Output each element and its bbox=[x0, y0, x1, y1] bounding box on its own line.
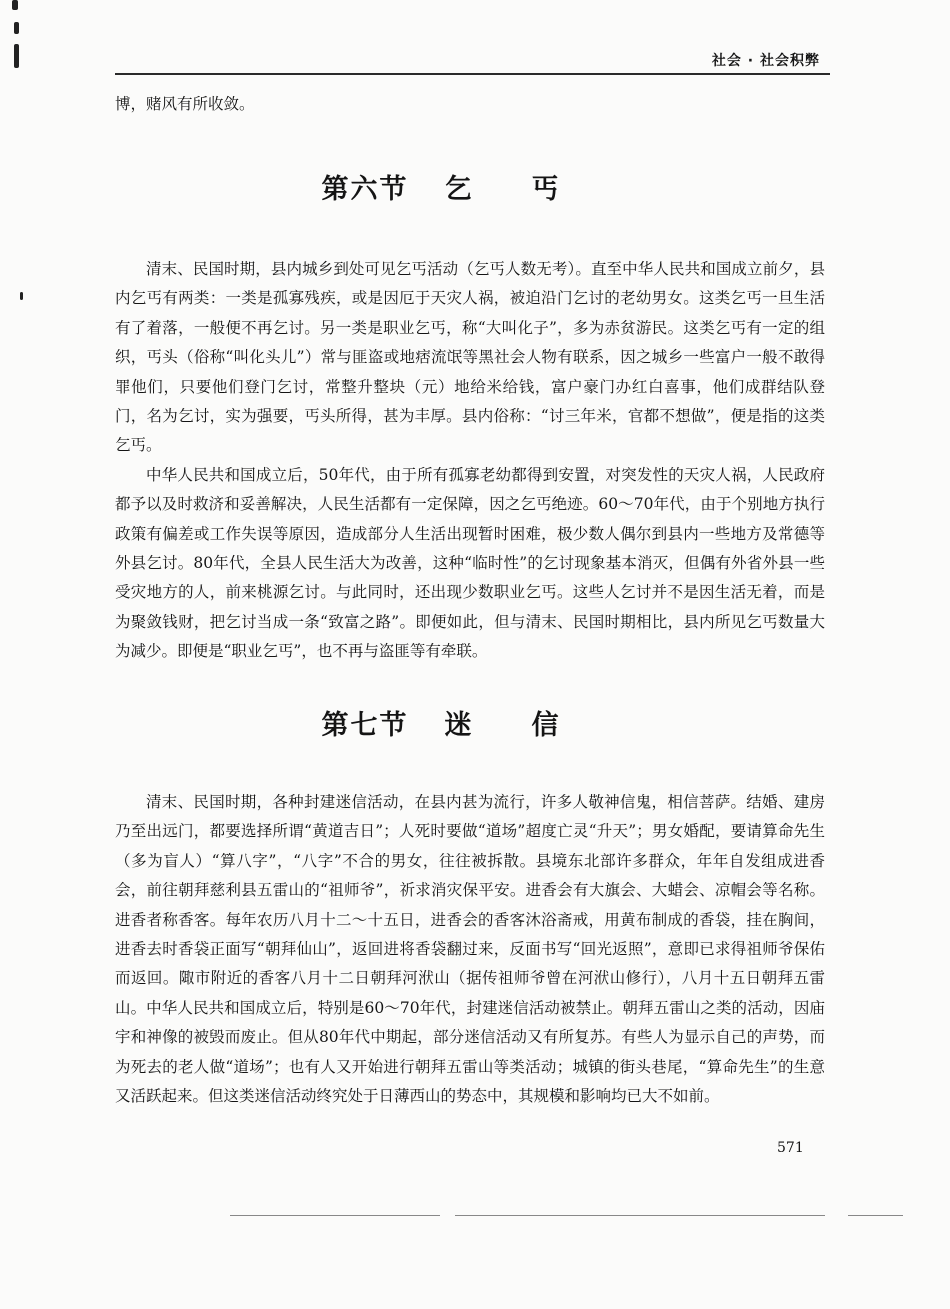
carryover-paragraph: 博，赌风有所收敛。 bbox=[115, 95, 255, 113]
section-6-name: 乞丐 bbox=[444, 174, 619, 205]
section-6-paragraph: 中华人民共和国成立后，50年代，由于所有孤寡老幼都得到安置，对突发性的天灾人祸，人民政府都予以及时救济和妥善解决，人民生活都有一定保障，因之乞丐绝迹。60～70年代，由于个别地方执行政策有偏差或工作失误等原因，造成部分人生活出现暂时困难，极少数人偶尔到县内一些地方及常德等外县乞讨。80年代，全县人民生活大为改善，这种“临时性”的乞讨现象基本消灭，但偶有外省外县一些受灾地方的人，前来桃源乞讨。与此同时，还出现少数职业乞丐。这些人乞讨并不是因生活无着，而是为聚敛钱财，把乞讨当成一条“致富之路”。即便如此，但与清末、民国时期相比，县内所见乞丐数量大为减少。即便是“职业乞丐”，也不再与盗匪等有牵联。 bbox=[115, 465, 825, 661]
footer-rule bbox=[230, 1215, 440, 1216]
section-7-title bbox=[115, 703, 825, 742]
section-7-label: 第七节 bbox=[321, 710, 409, 741]
section-7-name: 迷信 bbox=[444, 710, 619, 741]
carryover-text bbox=[115, 90, 825, 119]
footer-rule bbox=[455, 1215, 825, 1216]
section-6-paragraph: 清末、民国时期，县内城乡到处可见乞丐活动（乞丐人数无考）。直至中华人民共和国成立前夕，县内乞丐有两类：一类是孤寡残疾，或是因厄于天灾人祸，被迫沿门乞讨的老幼男女。这类乞丐一旦生活有了着落，一般便不再乞讨。另一类是职业乞丐，称“大叫化子”，多为赤贫游民。这类乞丐有一定的组织，丐头（俗称“叫化头儿”）常与匪盗或地痞流氓等黑社会人物有联系，因之城乡一些富户一般不敢得罪他们，只要他们登门乞讨，常整升整块（元）地给米给钱，富户豪门办红白喜事，他们成群结队登门，名为乞讨，实为强要，丐头所得，甚为丰厚。县内俗称：“讨三年米，官都不想做”，便是指的这类乞丐。 bbox=[115, 260, 825, 455]
binding-mark bbox=[20, 292, 23, 300]
binding-mark bbox=[14, 22, 19, 34]
section-7-paragraph: 清末、民国时期，各种封建迷信活动，在县内甚为流行，许多人敬神信鬼，相信菩萨。结婚、建房乃至出远门，都要选择所谓“黄道吉日”；人死时要做“道场”超度亡灵“升天”；男女婚配，要请算命先生（多为盲人）“算八字”，“八字”不合的男女，往往被拆散。县境东北部许多群众，年年自发组成进香会，前往朝拜慈利县五雷山的“祖师爷”，祈求消灾保平安。进香会有大旗会、大蜡会、凉帽会等名称。进香者称香客。每年农历八月十二～十五日，进香会的香客沐浴斋戒，用黄布制成的香袋，挂在胸间，进香去时香袋正面写“朝拜仙山”，返回进将香袋翻过来，反面书写“回光返照”，意即已求得祖师爷保佑而返回。陬市附近的香客八月十二日朝拜河洑山（据传祖师爷曾在河洑山修行），八月十五日朝拜五雷山。中华人民共和国成立后，特别是60～70年代，封建迷信活动被禁止。朝拜五雷山之类的活动，因庙宇和神像的被毁而废止。但从80年代中期起，部分迷信活动又有所复苏。有些人为显示自己的声势，而为死去的老人做“道场”；也有人又开始进行朝拜五雷山等类活动；城镇的街头巷尾，“算命先生”的生意又活跃起来。但这类迷信活动终究处于日薄西山的势态中，其规模和影响均已大不如前。 bbox=[115, 793, 825, 1106]
page-number: 571 bbox=[777, 1140, 804, 1156]
section-6-label: 第六节 bbox=[321, 174, 409, 205]
section-7-body bbox=[115, 788, 825, 1111]
binding-mark bbox=[12, 0, 18, 10]
footer-rule bbox=[848, 1215, 903, 1216]
section-6-title bbox=[115, 167, 825, 206]
section-6-body bbox=[115, 255, 825, 667]
binding-mark bbox=[14, 44, 19, 68]
header-rule bbox=[115, 73, 830, 75]
running-head: 社会 · 社会积弊 bbox=[711, 53, 820, 69]
